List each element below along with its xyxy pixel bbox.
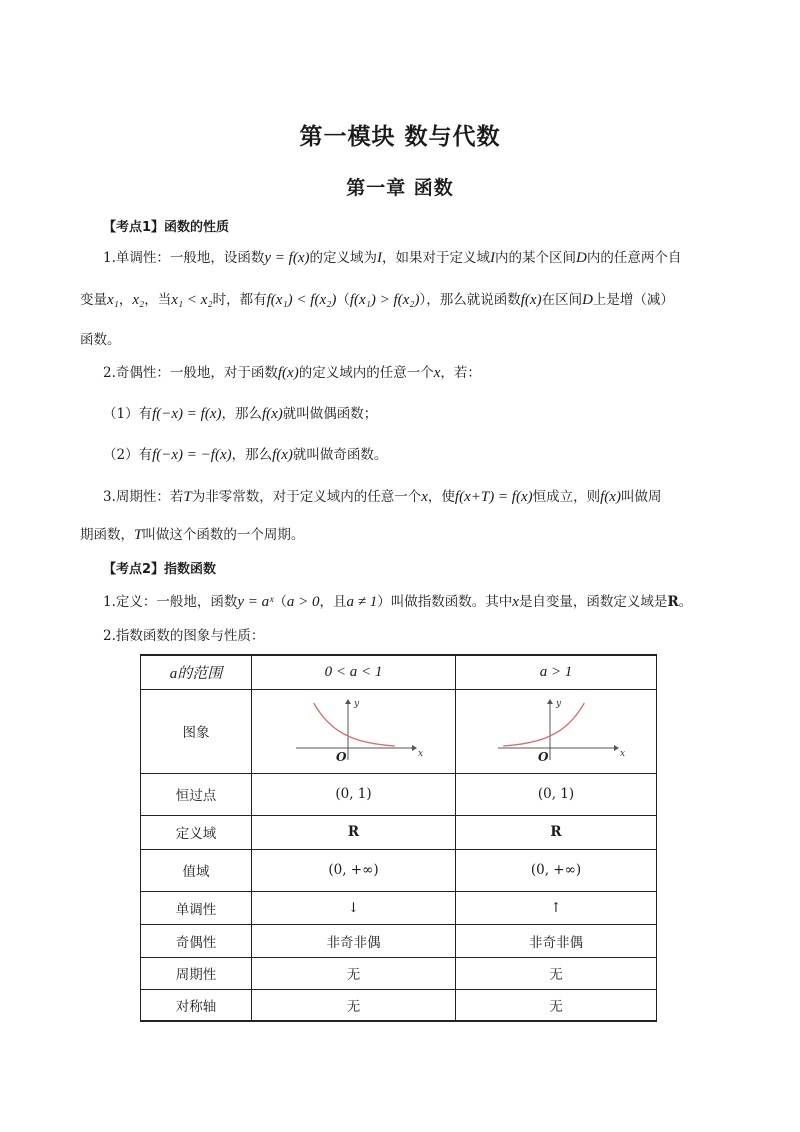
decreasing-curve <box>313 703 394 746</box>
y-axis-label: y <box>353 699 359 709</box>
origin-label: O <box>538 750 549 764</box>
origin-label: O <box>335 750 346 764</box>
row-label: 奇偶性 <box>141 924 252 957</box>
row-cell-col2: 无 <box>456 957 657 989</box>
table-row-symmetry-axis <box>141 989 657 1021</box>
table-header-row <box>141 655 657 689</box>
chapter-title: 第一章 函数 <box>346 177 454 199</box>
table-graph-row <box>141 689 657 773</box>
y-axis-arrow <box>345 699 351 704</box>
row-cell-col2: R <box>456 815 657 849</box>
parity-odd: （2）有f(−x) = −f(x)，那么f(x)就叫做奇函数。 <box>103 447 388 463</box>
parity-intro: 2.奇偶性：一般地，对于函数f(x)的定义域内的任意一个x，若： <box>103 365 481 381</box>
table-row-periodicity <box>141 957 657 989</box>
table-intro: 2.指数函数的图象与性质： <box>103 628 265 644</box>
parity-even: （1）有f(−x) = f(x)，那么f(x)就叫做偶函数； <box>103 406 378 422</box>
row-cell-col1: R <box>252 815 456 849</box>
graph-decreasing <box>252 689 456 773</box>
x-axis-arrow <box>412 745 417 751</box>
row-cell-col2: ↑ <box>456 891 657 924</box>
graph-row-label: 图象 <box>141 689 252 773</box>
row-cell-col1: 无 <box>252 989 456 1021</box>
row-cell-col1: ↓ <box>252 891 456 924</box>
monotonic-line-3: 函数。 <box>80 332 121 348</box>
period-line-2: 期函数，T叫做这个函数的一个周期。 <box>80 527 305 543</box>
table-row-monotonicity <box>141 891 657 924</box>
row-cell-col2: 无 <box>456 989 657 1021</box>
row-cell-col2: (0, 1) <box>456 773 657 815</box>
module-title: 第一模块 数与代数 <box>299 124 501 150</box>
header-col-increasing: a > 1 <box>456 655 657 689</box>
exponential-properties-table <box>140 654 657 1022</box>
x-axis-arrow <box>614 745 619 751</box>
row-cell-col2: (0, +∞) <box>456 849 657 891</box>
exponential-definition: 1.定义：一般地，函数y = aˣ（a > 0，且a ≠ 1）叫做指数函数。其中x是自变量，函数定义域是R。 <box>103 594 693 610</box>
header-col-decreasing: 0 < a < 1 <box>252 655 456 689</box>
section-heading-function-properties: 【考点1】函数的性质 <box>103 220 230 235</box>
section-heading-exponential: 【考点2】指数函数 <box>103 562 217 577</box>
row-cell-col1: (0, +∞) <box>252 849 456 891</box>
decreasing-exp-graph <box>284 696 424 766</box>
x-axis-label: x <box>417 749 423 759</box>
graph-increasing <box>456 689 657 773</box>
y-axis-arrow <box>547 699 553 704</box>
row-cell-col1: 非奇非偶 <box>252 924 456 957</box>
header-range-label: a的范围 <box>141 655 252 689</box>
row-label: 周期性 <box>141 957 252 989</box>
row-label: 对称轴 <box>141 989 252 1021</box>
increasing-exp-graph <box>486 696 626 766</box>
row-label: 单调性 <box>141 891 252 924</box>
table-row-range <box>141 849 657 891</box>
table-row-domain <box>141 815 657 849</box>
row-cell-col1: 无 <box>252 957 456 989</box>
table-row-parity <box>141 924 657 957</box>
row-cell-col1: (0, 1) <box>252 773 456 815</box>
monotonic-line-1: 1.单调性：一般地，设函数y = f(x)的定义域为I，如果对于定义域I内的某个区间D内的任意两个自 <box>103 250 682 266</box>
x-axis-label: x <box>620 749 626 759</box>
row-label: 值域 <box>141 849 252 891</box>
increasing-curve <box>503 703 584 746</box>
table-row-fixed-point <box>141 773 657 815</box>
row-label: 定义域 <box>141 815 252 849</box>
y-axis-label: y <box>556 699 562 709</box>
period-line-1: 3.周期性：若T为非零常数，对于定义域内的任意一个x，使f(x+T) = f(x)恒成立，则f(x)叫做周 <box>103 489 662 505</box>
row-label: 恒过点 <box>141 773 252 815</box>
row-cell-col2: 非奇非偶 <box>456 924 657 957</box>
monotonic-line-2: 变量x₁，x₂，当x₁ < x₂时，都有f(x₁) < f(x₂)（f(x₁) > f(x₂)），那么就说函数f(x)在区间D上是增（减） <box>80 292 674 308</box>
